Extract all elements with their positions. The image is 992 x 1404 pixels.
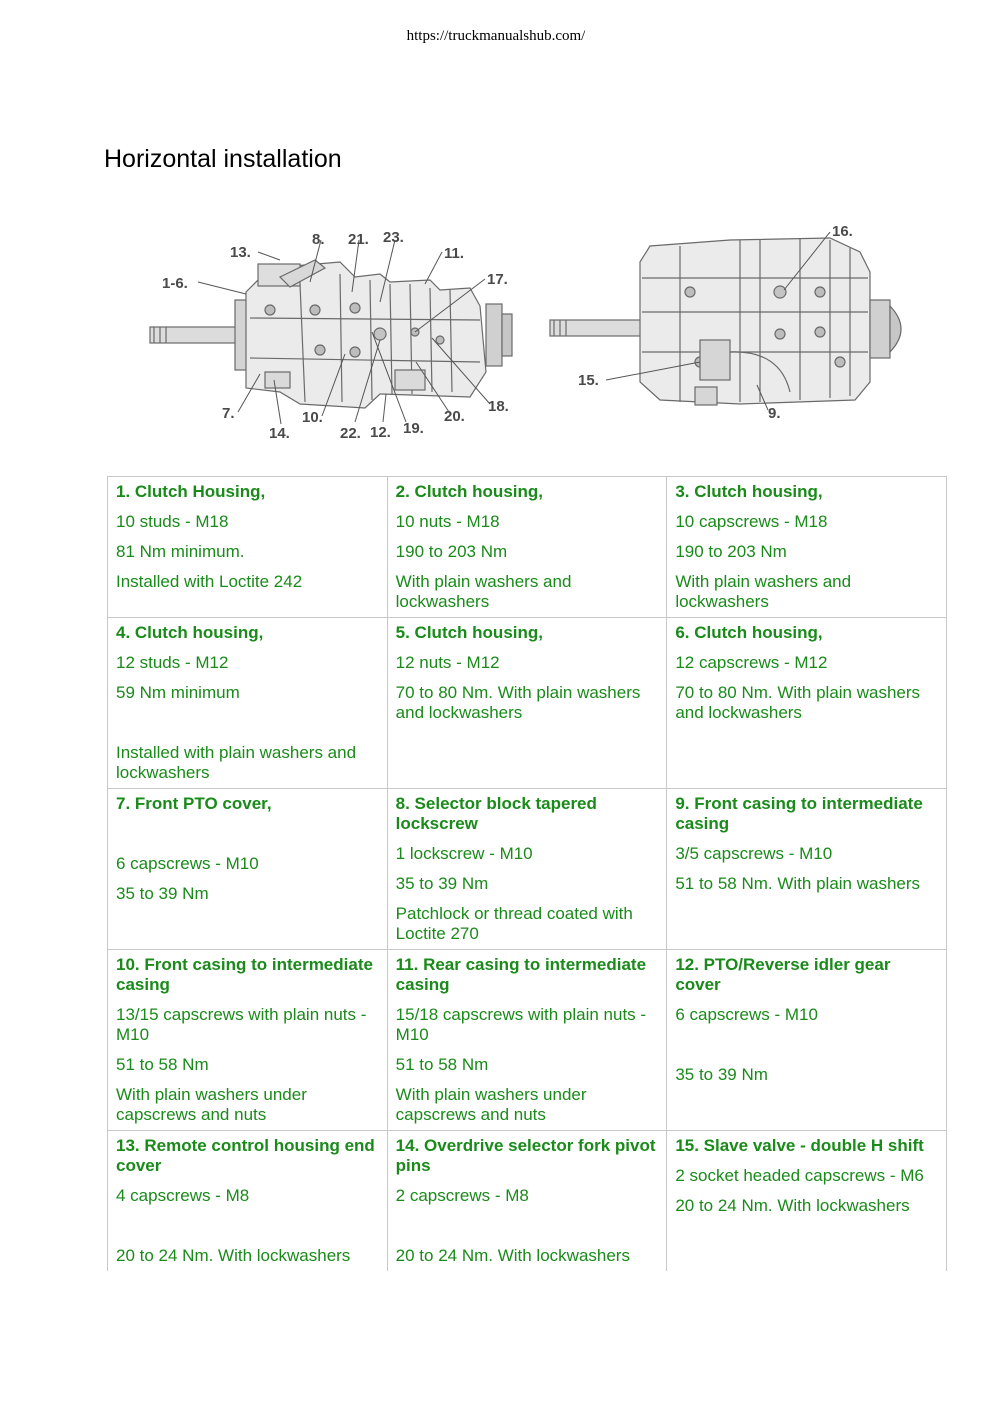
callout-9: 9. (768, 405, 781, 422)
spec-line: 70 to 80 Nm. With plain washers and lockwashers (395, 683, 641, 722)
spec-cell (667, 477, 947, 618)
torque-spec-table (107, 476, 947, 1271)
spec-line: 15/18 capscrews with plain nuts - M10 (395, 1005, 647, 1044)
callout-18: 18. (488, 398, 509, 415)
spec-line: 1 lockscrew - M10 (395, 844, 533, 863)
spec-line: 10 nuts - M18 (395, 512, 500, 531)
spec-title: 11. Rear casing to intermediate casing (395, 955, 647, 994)
spec-title: 12. PTO/Reverse idler gear cover (675, 955, 891, 994)
callout-7: 7. (222, 405, 235, 422)
callout-1-6: 1-6. (162, 275, 188, 292)
spec-cell (667, 789, 947, 950)
table-row (108, 1131, 947, 1272)
spec-line: 2 socket headed capscrews - M6 (675, 1166, 924, 1185)
callout-11: 11. (444, 245, 465, 262)
spec-line (116, 1216, 381, 1236)
spec-cell (387, 618, 667, 789)
callout-14: 14. (269, 425, 290, 442)
spec-title: 6. Clutch housing, (675, 623, 823, 642)
callout-21: 21. (348, 231, 369, 248)
spec-cell (387, 789, 667, 950)
torque-spec-table-body (108, 477, 947, 1272)
callout-10: 10. (302, 409, 323, 426)
spec-cell (108, 950, 388, 1131)
callout-20: 20. (444, 408, 465, 425)
spec-title: 8. Selector block tapered lockscrew (395, 794, 597, 833)
spec-line: 59 Nm minimum (116, 683, 240, 702)
page-title: Horizontal installation (104, 145, 342, 173)
spec-line: 4 capscrews - M8 (116, 1186, 250, 1205)
spec-line (116, 713, 381, 733)
spec-cell (108, 1131, 388, 1272)
spec-title: 5. Clutch housing, (395, 623, 543, 642)
spec-line: 10 capscrews - M18 (675, 512, 828, 531)
spec-line: 12 studs - M12 (116, 653, 229, 672)
table-row (108, 950, 947, 1131)
spec-cell (387, 477, 667, 618)
spec-line: 12 nuts - M12 (395, 653, 500, 672)
spec-title: 9. Front casing to intermediate casing (675, 794, 923, 833)
spec-line: 10 studs - M18 (116, 512, 229, 531)
spec-line: 51 to 58 Nm (395, 1055, 489, 1074)
spec-cell (108, 789, 388, 950)
spec-line: 35 to 39 Nm (395, 874, 489, 893)
spec-title: 2. Clutch housing, (395, 482, 543, 501)
spec-line: 35 to 39 Nm (675, 1065, 768, 1084)
spec-line: 13/15 capscrews with plain nuts - M10 (116, 1005, 367, 1044)
callout-23: 23. (383, 229, 404, 246)
spec-cell (667, 618, 947, 789)
gearbox-left-view (150, 260, 512, 408)
spec-line: 20 to 24 Nm. With lockwashers (395, 1246, 630, 1265)
table-row (108, 789, 947, 950)
spec-line: With plain washers and lockwashers (675, 572, 852, 611)
spec-line: Installed with plain washers and lockwashers (116, 743, 357, 782)
spec-cell (108, 477, 388, 618)
callout-19: 19. (403, 420, 424, 437)
spec-line (675, 1035, 940, 1055)
spec-line: With plain washers under capscrews and nuts (116, 1085, 307, 1124)
gearbox-right-view (550, 238, 901, 405)
spec-cell (667, 950, 947, 1131)
spec-line: Patchlock or thread coated with Loctite 270 (395, 904, 633, 943)
spec-title: 4. Clutch housing, (116, 623, 264, 642)
spec-title: 13. Remote control housing end cover (116, 1136, 375, 1175)
gearbox-diagram (140, 222, 930, 452)
spec-cell (387, 1131, 667, 1272)
spec-line: 6 capscrews - M10 (116, 854, 259, 873)
spec-line: 20 to 24 Nm. With lockwashers (116, 1246, 351, 1265)
spec-title: 10. Front casing to intermediate casing (116, 955, 373, 994)
spec-title: 15. Slave valve - double H shift (675, 1136, 924, 1155)
spec-line (396, 1216, 661, 1236)
spec-title: 3. Clutch housing, (675, 482, 823, 501)
callout-16: 16. (832, 223, 853, 240)
spec-title: 1. Clutch Housing, (116, 482, 266, 501)
spec-cell (667, 1131, 947, 1272)
spec-title: 14. Overdrive selector fork pivot pins (395, 1136, 656, 1175)
spec-line: 20 to 24 Nm. With lockwashers (675, 1196, 910, 1215)
spec-line: 190 to 203 Nm (675, 542, 787, 561)
callout-13: 13. (230, 244, 251, 261)
table-row (108, 618, 947, 789)
callout-15: 15. (578, 372, 599, 389)
callout-22: 22. (340, 425, 361, 442)
spec-line: 70 to 80 Nm. With plain washers and lockwashers (675, 683, 921, 722)
spec-line: 35 to 39 Nm (116, 884, 209, 903)
spec-line: 3/5 capscrews - M10 (675, 844, 833, 863)
spec-line: 51 to 58 Nm (116, 1055, 209, 1074)
spec-line: 81 Nm minimum. (116, 542, 245, 561)
spec-line: Installed with Loctite 242 (116, 572, 303, 591)
spec-cell (108, 618, 388, 789)
spec-line: 6 capscrews - M10 (675, 1005, 818, 1024)
spec-line: 51 to 58 Nm. With plain washers (675, 874, 921, 893)
spec-line: With plain washers and lockwashers (395, 572, 572, 611)
callout-12: 12. (370, 424, 391, 441)
table-row (108, 477, 947, 618)
callout-17: 17. (487, 271, 508, 288)
callout-8: 8. (312, 231, 325, 248)
site-url: https://truckmanualshub.com/ (406, 28, 586, 44)
spec-line: With plain washers under capscrews and nuts (395, 1085, 587, 1124)
spec-line (116, 824, 381, 844)
spec-line: 190 to 203 Nm (395, 542, 508, 561)
spec-cell (387, 950, 667, 1131)
spec-line: 12 capscrews - M12 (675, 653, 828, 672)
spec-line: 2 capscrews - M8 (395, 1186, 529, 1205)
spec-title: 7. Front PTO cover, (116, 794, 272, 813)
